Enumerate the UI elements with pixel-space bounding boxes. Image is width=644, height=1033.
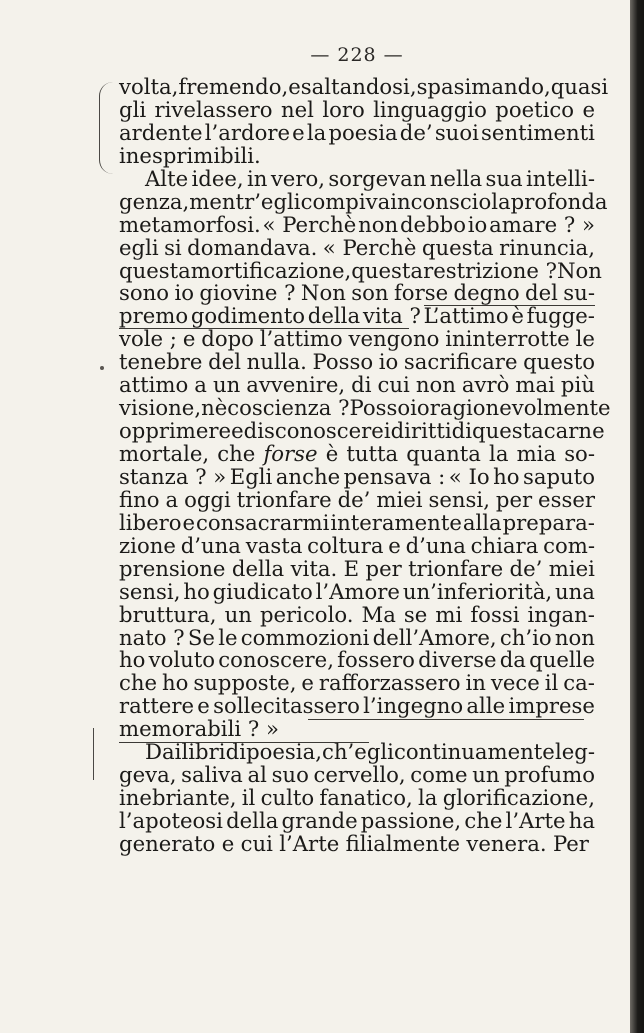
word: e — [197, 693, 210, 719]
word: voluto — [148, 647, 216, 673]
page-number: — 228 — — [310, 44, 404, 66]
word: io — [410, 395, 430, 421]
word: ho — [183, 578, 210, 604]
word: fossi — [470, 601, 520, 627]
word: pericolo. — [259, 601, 354, 627]
word: son — [351, 280, 389, 306]
word: chiara — [470, 532, 539, 558]
word: vita ? — [362, 303, 421, 329]
word: non — [358, 211, 399, 237]
text-line — [119, 418, 605, 444]
word: un’inferiorità, — [402, 578, 553, 604]
word: vero, — [270, 165, 325, 191]
word: le — [575, 326, 595, 352]
word: ingan- — [527, 601, 595, 627]
word: dell’Amore, — [372, 624, 497, 650]
pencil-underline — [119, 742, 369, 743]
word: consacrarmi — [195, 509, 330, 535]
word: ininterrotte — [445, 326, 570, 352]
word: profumo — [504, 762, 595, 788]
word: supposte, — [193, 670, 297, 696]
word: sentimenti — [481, 119, 595, 145]
word: Non — [557, 257, 602, 283]
word: Dai — [145, 739, 182, 765]
word: ch’egli — [322, 739, 394, 765]
word: fossero — [337, 647, 415, 673]
text-line — [119, 741, 595, 764]
word: quanta — [406, 441, 481, 466]
word: Posso — [349, 395, 411, 421]
word: « Perchè — [262, 211, 357, 237]
word: questa — [119, 257, 191, 283]
word: esaltandosi, — [288, 74, 417, 99]
word: alle — [466, 693, 506, 719]
text-line — [119, 830, 595, 856]
word: si — [164, 234, 182, 260]
word: genza, — [119, 188, 190, 214]
word: vasta — [245, 532, 303, 558]
word: nato ? — [119, 624, 185, 650]
word: che — [217, 441, 256, 466]
word: io — [378, 349, 399, 375]
word: venera. — [466, 830, 547, 856]
pencil-underline — [119, 328, 409, 329]
word: non — [415, 372, 456, 398]
word: d’una — [180, 532, 241, 558]
word: l’ingegno — [363, 693, 464, 719]
word: una — [555, 578, 595, 604]
word: zione — [119, 532, 176, 558]
word: de’ — [337, 486, 371, 512]
word: non — [554, 624, 595, 650]
word: oggi — [184, 486, 231, 512]
word: vece — [490, 670, 540, 696]
word: l’Arte — [279, 830, 340, 856]
word: fanatico, — [319, 785, 413, 811]
word: pensava : — [343, 463, 446, 489]
word: libri — [181, 739, 226, 765]
word: sua — [485, 165, 523, 191]
text-line — [119, 718, 595, 741]
text-line — [119, 257, 602, 283]
margin-bracket-bottom — [93, 728, 94, 780]
text-line — [119, 142, 595, 168]
text-line — [119, 188, 608, 214]
word: diritti — [390, 418, 452, 444]
word: attimo — [119, 372, 189, 398]
word: miei — [376, 486, 423, 512]
word: la — [306, 119, 327, 145]
text-line — [119, 374, 595, 397]
word: più — [560, 372, 595, 398]
text-line — [119, 555, 595, 581]
word: ho — [162, 670, 189, 696]
word: e — [231, 418, 244, 444]
word: trionfare — [236, 486, 332, 512]
word: poetico — [495, 96, 575, 122]
word: opprimere — [119, 418, 232, 444]
text-line — [119, 165, 595, 191]
word: rattere — [119, 693, 194, 719]
word: glorificazione, — [442, 785, 595, 811]
text-line — [119, 764, 595, 787]
word: profonda — [510, 188, 608, 214]
word: d’una — [405, 532, 466, 558]
text-line — [119, 649, 595, 672]
word: io — [174, 280, 194, 306]
text-line — [119, 695, 595, 718]
word: della — [231, 555, 285, 581]
text-line — [119, 96, 595, 122]
word: su- — [563, 280, 595, 306]
word: l’Arte — [505, 808, 566, 833]
word: debbo — [399, 211, 466, 237]
word: avrò — [461, 372, 510, 398]
word: saliva — [181, 762, 243, 788]
word: nè — [201, 395, 228, 421]
word: imprese — [508, 693, 595, 719]
word: cui — [377, 372, 410, 398]
word: la — [489, 441, 509, 466]
word: rivelassero — [154, 96, 273, 122]
word: com- — [543, 532, 595, 558]
word: mia — [516, 441, 557, 466]
word: rafforzassero — [318, 670, 461, 696]
word: Per — [552, 830, 589, 856]
word: quelle — [529, 647, 595, 673]
word: coscienza ? — [227, 395, 350, 421]
word: fremendo, — [178, 74, 289, 99]
word: geva, — [119, 762, 177, 788]
word: stanza ? » — [119, 463, 227, 489]
text-line — [119, 74, 609, 99]
word: mortificazione, — [190, 257, 352, 283]
word: tutta — [346, 441, 399, 466]
text-line — [119, 305, 595, 328]
word: da — [499, 647, 526, 673]
word: e — [182, 509, 196, 535]
word: loro — [322, 96, 365, 122]
word: in — [247, 165, 268, 191]
word: esser — [538, 486, 595, 512]
word: leg- — [554, 739, 595, 765]
word: di — [225, 739, 246, 765]
word: mi — [435, 601, 463, 627]
word: questo — [523, 349, 595, 375]
word: nella — [429, 165, 483, 191]
word: ca- — [563, 670, 595, 696]
word: continuamente — [394, 739, 555, 765]
word: amare ? » — [489, 211, 595, 237]
word: commozioni — [240, 624, 370, 650]
word: l’ardore — [204, 119, 290, 145]
word: di — [351, 372, 372, 398]
word: godimento — [190, 303, 306, 329]
word: de’ — [399, 119, 433, 145]
word: e — [301, 670, 314, 696]
word: per — [495, 486, 533, 512]
word: suo — [271, 762, 309, 788]
word: gli — [119, 96, 147, 122]
word: tenebre — [119, 349, 203, 375]
text-line — [119, 672, 595, 695]
word: mentr’egli — [189, 188, 301, 214]
word: degno — [453, 280, 520, 306]
word: cervello, — [313, 762, 406, 788]
text-line — [119, 486, 595, 512]
word: e — [582, 96, 595, 122]
page-binding-edge — [630, 0, 644, 1033]
word: sensi, — [428, 486, 490, 512]
word: e — [292, 119, 305, 145]
word: premo — [119, 303, 189, 329]
word: questa — [421, 234, 494, 260]
word: nulla. — [246, 349, 307, 375]
text-line — [119, 601, 595, 627]
pencil-underline — [308, 719, 584, 720]
word: inesprimibili. — [119, 142, 261, 168]
word: della — [226, 808, 279, 833]
word: inconscio — [390, 188, 492, 214]
word: del — [525, 280, 558, 306]
word: se — [403, 601, 428, 627]
text-line — [119, 328, 595, 351]
word: per — [365, 555, 402, 581]
word: miei — [548, 555, 595, 581]
word: questa — [351, 257, 424, 283]
word: il — [241, 785, 256, 811]
word: fugge- — [526, 303, 595, 329]
word: Alte — [145, 165, 189, 191]
pencil-underline — [424, 305, 595, 306]
word: linguaggio — [373, 96, 487, 122]
word: ho — [119, 647, 146, 673]
text-line — [119, 787, 595, 810]
word: forse — [393, 280, 449, 306]
word: di — [451, 418, 473, 444]
word: egli — [119, 234, 159, 260]
word: vole ; — [119, 326, 177, 352]
word: i — [383, 418, 391, 444]
text-line — [119, 234, 595, 260]
word: metamorfosi. — [119, 211, 261, 237]
text-line — [119, 443, 595, 466]
word: della — [307, 303, 361, 329]
word: conoscere, — [218, 647, 334, 673]
word: ch’io — [499, 624, 552, 650]
word: inebriante, — [119, 785, 237, 811]
word: alla — [462, 509, 502, 535]
word: carne — [543, 418, 605, 444]
margin-mark — [100, 366, 104, 370]
word: generato — [119, 830, 216, 856]
word: nel — [280, 96, 314, 122]
word: io — [467, 211, 488, 237]
word: l’attimo — [259, 326, 343, 352]
word: al — [247, 762, 267, 788]
word: poesia, — [246, 739, 322, 765]
word: trionfare — [408, 555, 504, 581]
word: a — [194, 372, 207, 398]
text-line — [119, 509, 595, 535]
word: quasi — [550, 74, 609, 99]
word: e — [182, 326, 196, 352]
word: giovine ? — [199, 280, 296, 306]
text-line — [119, 532, 595, 558]
word: « Perchè — [322, 234, 417, 260]
body-text — [119, 74, 611, 856]
text-line — [119, 282, 595, 305]
word: sorgevan — [328, 165, 427, 191]
word: saputo — [522, 463, 595, 489]
word: sensi, — [119, 578, 181, 604]
word: fino — [119, 486, 160, 512]
word: avvenire, — [246, 372, 346, 398]
word: E — [343, 555, 360, 581]
word: disconoscere — [243, 418, 384, 444]
word: ragionevolmente — [429, 395, 611, 421]
word: giudicato — [212, 578, 313, 604]
word: il — [544, 670, 559, 696]
text-line — [119, 119, 595, 145]
word: mortale, — [119, 441, 210, 466]
word: rinuncia, — [499, 234, 595, 260]
text-line — [119, 463, 595, 489]
word: sacrificare — [403, 349, 518, 375]
word: è — [325, 441, 339, 466]
word: spasimando, — [416, 74, 551, 99]
word: un — [224, 601, 252, 627]
word: compiva — [300, 188, 391, 214]
word: è — [511, 303, 524, 329]
word: cui — [240, 830, 273, 856]
word: sono — [119, 280, 170, 306]
word: l’apoteosi — [119, 808, 223, 833]
word: a — [165, 486, 179, 512]
word: passione, — [360, 808, 462, 833]
word: visione, — [119, 395, 202, 421]
word: dopo — [201, 326, 254, 352]
word: forse — [263, 441, 318, 466]
word: vengono — [348, 326, 440, 352]
word: de’ — [509, 555, 543, 581]
word: bruttura, — [119, 601, 217, 627]
word: Ma — [361, 601, 396, 627]
word: le — [218, 624, 238, 650]
word: interamente — [330, 509, 462, 535]
word: culto — [260, 785, 315, 811]
text-line — [119, 624, 595, 650]
word: memorabili ? » — [119, 716, 279, 742]
word: suoi — [434, 119, 479, 145]
word: l’Amore — [315, 578, 400, 604]
word: e — [221, 830, 235, 856]
word: prepara- — [502, 509, 595, 535]
word: poesia — [328, 119, 398, 145]
word: libero — [119, 509, 182, 535]
word: che — [464, 808, 503, 833]
word: e — [388, 532, 401, 558]
word: diverse — [418, 647, 497, 673]
word: prensione — [119, 555, 226, 581]
word: volta, — [119, 74, 179, 99]
word: Non — [300, 280, 346, 306]
word: filialmente — [345, 830, 461, 856]
word: ha — [568, 808, 595, 833]
word: idee, — [191, 165, 244, 191]
word: che — [119, 670, 158, 696]
word: un — [472, 762, 500, 788]
word: ho — [493, 463, 520, 489]
text-line — [119, 351, 595, 374]
word: vita. — [290, 555, 338, 581]
word: mai — [515, 372, 555, 398]
word: « Io — [448, 463, 490, 489]
text-line — [119, 578, 595, 604]
word: coltura — [307, 532, 384, 558]
word: come — [410, 762, 468, 788]
word: Posso — [312, 349, 374, 375]
word: so- — [564, 441, 595, 466]
word: ardente — [119, 119, 203, 145]
word: un — [212, 372, 241, 398]
word: grande — [281, 808, 358, 833]
text-line — [119, 810, 595, 833]
word: restrizione ? — [423, 257, 558, 283]
word: in — [465, 670, 486, 696]
word: Egli — [229, 463, 273, 489]
text-line — [119, 395, 611, 421]
text-line — [119, 211, 595, 237]
word: del — [208, 349, 241, 375]
word: questa — [472, 418, 544, 444]
word: intelli- — [526, 165, 595, 191]
word: la — [418, 785, 438, 811]
word: sollecitassero — [213, 693, 360, 719]
margin-bracket-top — [99, 82, 114, 174]
word: Se — [187, 624, 215, 650]
word: L’attimo — [423, 303, 509, 329]
word: la — [491, 188, 511, 214]
word: anche — [275, 463, 341, 489]
word: domandava. — [187, 234, 318, 260]
